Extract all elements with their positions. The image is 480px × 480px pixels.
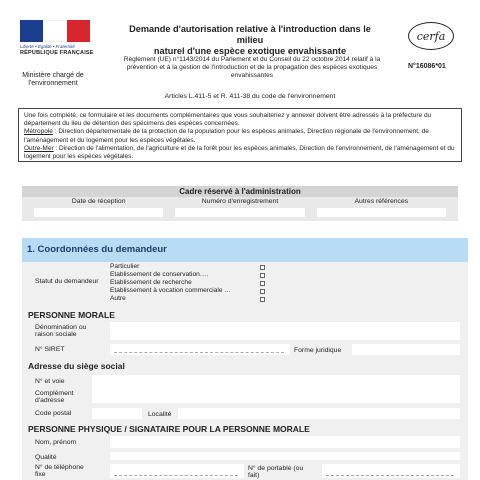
checkbox-conservation[interactable]: [260, 273, 265, 278]
code-postal-label: Code postal: [35, 410, 72, 418]
complement-label: Complément d'adresse: [35, 389, 74, 404]
option-conservation: Etablissement de conservation….: [110, 271, 209, 278]
portable-label: N° de portable (ou fait): [248, 464, 304, 479]
checkbox-particulier[interactable]: [260, 265, 265, 270]
no-voie-input[interactable]: [92, 375, 460, 403]
republique-logo: [20, 20, 98, 56]
french-flag-icon: [20, 20, 90, 42]
adresse-siege-heading: Adresse du siège social: [28, 361, 125, 371]
section-coordonnees: [22, 238, 468, 480]
option-commerciale: Etablissement à vocation commerciale …: [110, 287, 231, 294]
date-reception-field[interactable]: [34, 208, 163, 217]
checkbox-recherche[interactable]: [260, 281, 265, 286]
personne-morale-heading: PERSONNE MORALE: [28, 310, 115, 320]
autres-references-field[interactable]: [317, 208, 446, 217]
cerfa-logo: cerfa: [408, 22, 454, 50]
date-reception-label: Date de réception: [71, 198, 126, 205]
denomination-input[interactable]: [110, 322, 460, 340]
numero-enregistrement-field[interactable]: [175, 208, 304, 217]
siret-input[interactable]: [110, 344, 290, 355]
qualite-input[interactable]: [110, 452, 460, 460]
articles-text: Articles L.411-5 et R. 411-38 du code de l'environnement: [164, 93, 336, 100]
nom-prenom-label: Nom, prénom: [35, 439, 77, 447]
siret-label: N° SIRET: [35, 346, 65, 354]
form-title: Demande d'autorisation relative à l'introduction dans le milieu naturel d'une espèce exotique envahissante: [129, 24, 371, 56]
localite-input[interactable]: [178, 408, 460, 419]
code-postal-input[interactable]: [92, 408, 142, 419]
no-voie-label: N° et voie: [35, 377, 65, 385]
admin-frame: [22, 186, 458, 221]
autres-references-label: Autres références: [354, 198, 409, 205]
section-title: 1. Coordonnées du demandeur: [22, 238, 468, 262]
republic-label: RÉPUBLIQUE FRANÇAISE: [20, 50, 94, 56]
option-autre: Autre: [110, 295, 126, 302]
localite-label: Localité: [148, 410, 172, 418]
ministry-label: Ministère chargé de l'environnement: [22, 72, 84, 87]
option-particulier: Particulier: [110, 263, 140, 270]
cerfa-number: N°16086*01: [408, 63, 446, 70]
regulation-text: Règlement (UE) n°1143/2014 du Parlement et du Conseil du 22 octobre 2014 relatif à la prévention et à la gestion de l'introduction et de la propagation des espèces exotiques envahissantes: [123, 56, 381, 79]
checkbox-autre[interactable]: [260, 297, 265, 302]
checkbox-commerciale[interactable]: [260, 289, 265, 294]
option-recherche: Etablissement de recherche: [110, 279, 192, 286]
nom-prenom-input[interactable]: [110, 436, 460, 448]
instructions-box: Une fois complété, ce formulaire et les documents complémentaires que vous souhaiteriez y annexer doivent être adressés à la préfecture du département du lieu de détention des spécimens des espèces concernées. Métropole : Direction départementale de la protection de la population pour les espèces animales, Direction régionale de l'environnement, de l'aménagement et du logement pour les espèces végétales. Outre-Mer : Direction de l'alimentation, de l'agriculture et de la forêt pour les espèces animales, Direction de l'environnement, de l'aménagement et du logement pour les espèces végétales.: [18, 108, 462, 162]
statut-options: [110, 263, 231, 303]
statut-label: Statut du demandeur: [35, 278, 99, 285]
personne-physique-heading: PERSONNE PHYSIQUE / SIGNATAIRE POUR LA PERSONNE MORALE: [28, 424, 310, 434]
numero-enregistrement-label: Numéro d'enregistrement: [201, 198, 279, 205]
denomination-label: Dénomination ou raison sociale: [35, 323, 87, 338]
admin-title: Cadre réservé à l'administration: [22, 186, 458, 197]
motto: Liberté • Égalité • Fraternité: [20, 44, 75, 49]
qualite-label: Qualité: [35, 454, 57, 462]
forme-juridique-label: Forme juridique: [294, 346, 342, 354]
forme-juridique-input[interactable]: [352, 344, 460, 355]
tel-fixe-label: N° de téléphone fixe: [35, 463, 84, 478]
